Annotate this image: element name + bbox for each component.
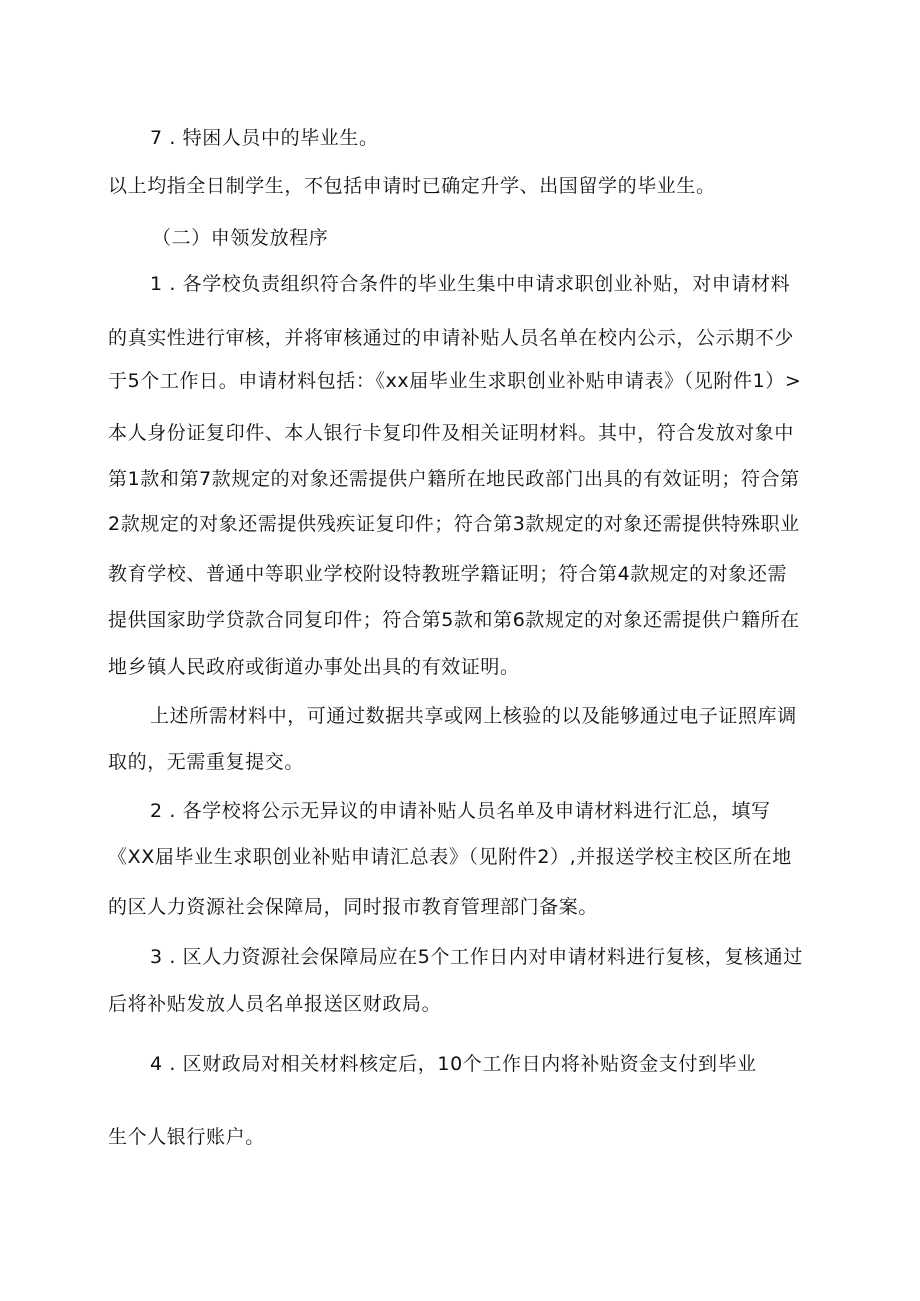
paragraph-line: 第1款和第7款规定的对象还需提供户籍所在地民政部门出具的有效证明；符合第 <box>108 468 800 490</box>
paragraph-line: 地乡镇人民政府或街道办事处出具的有效证明。 <box>108 656 520 678</box>
paragraph-line: 2款规定的对象还需提供残疾证复印件；符合第3款规定的对象还需提供特殊职业 <box>108 513 800 535</box>
paragraph-line: 取的，无需重复提交。 <box>108 751 305 773</box>
paragraph-line: 4 . 区财政局对相关材料核定后，10个工作日内将补贴资金支付到毕业 <box>150 1053 757 1075</box>
paragraph-line: 生个人银行账户。 <box>108 1126 265 1148</box>
paragraph-line: 1 . 各学校负责组织符合条件的毕业生集中申请求职创业补贴，对申请材料 <box>150 273 791 295</box>
paragraph-line: 7 . 特困人员中的毕业生。 <box>150 127 379 149</box>
paragraph-line: 后将补贴发放人员名单报送区财政局。 <box>108 993 442 1015</box>
paragraph-line: 2 . 各学校将公示无异议的申请补贴人员名单及申请材料进行汇总，填写 <box>150 800 771 822</box>
paragraph-line: 提供国家助学贷款合同复印件；符合第5款和第6款规定的对象还需提供户籍所在 <box>108 609 800 631</box>
paragraph-line: 于5个工作日。申请材料包括：《xx届毕业生求职创业补贴申请表》（见附件1）> <box>108 370 802 392</box>
paragraph-line: 以上均指全日制学生，不包括申请时已确定升学、出国留学的毕业生。 <box>108 175 716 197</box>
paragraph-line: 的真实性进行审核，并将审核通过的申请补贴人员名单在校内公示，公示期不少 <box>108 327 795 349</box>
paragraph-line: 上述所需材料中，可通过数据共享或网上核验的以及能够通过电子证照库调 <box>150 705 797 727</box>
paragraph-line: 教育学校、普通中等职业学校附设特教班学籍证明；符合第4款规定的对象还需 <box>108 563 788 585</box>
paragraph-line: 本人身份证复印件、本人银行卡复印件及相关证明材料。其中，符合发放对象中 <box>108 422 795 444</box>
paragraph-line: 《XX届毕业生求职创业补贴申请汇总表》（见附件2）,并报送学校主校区所在地 <box>108 846 792 868</box>
paragraph-line: 3 . 区人力资源社会保障局应在5个工作日内对申请材料进行复核，复核通过 <box>150 946 803 968</box>
section-heading: （二）申领发放程序 <box>152 227 329 249</box>
paragraph-line: 的区人力资源社会保障局，同时报市教育管理部门备案。 <box>108 896 599 918</box>
